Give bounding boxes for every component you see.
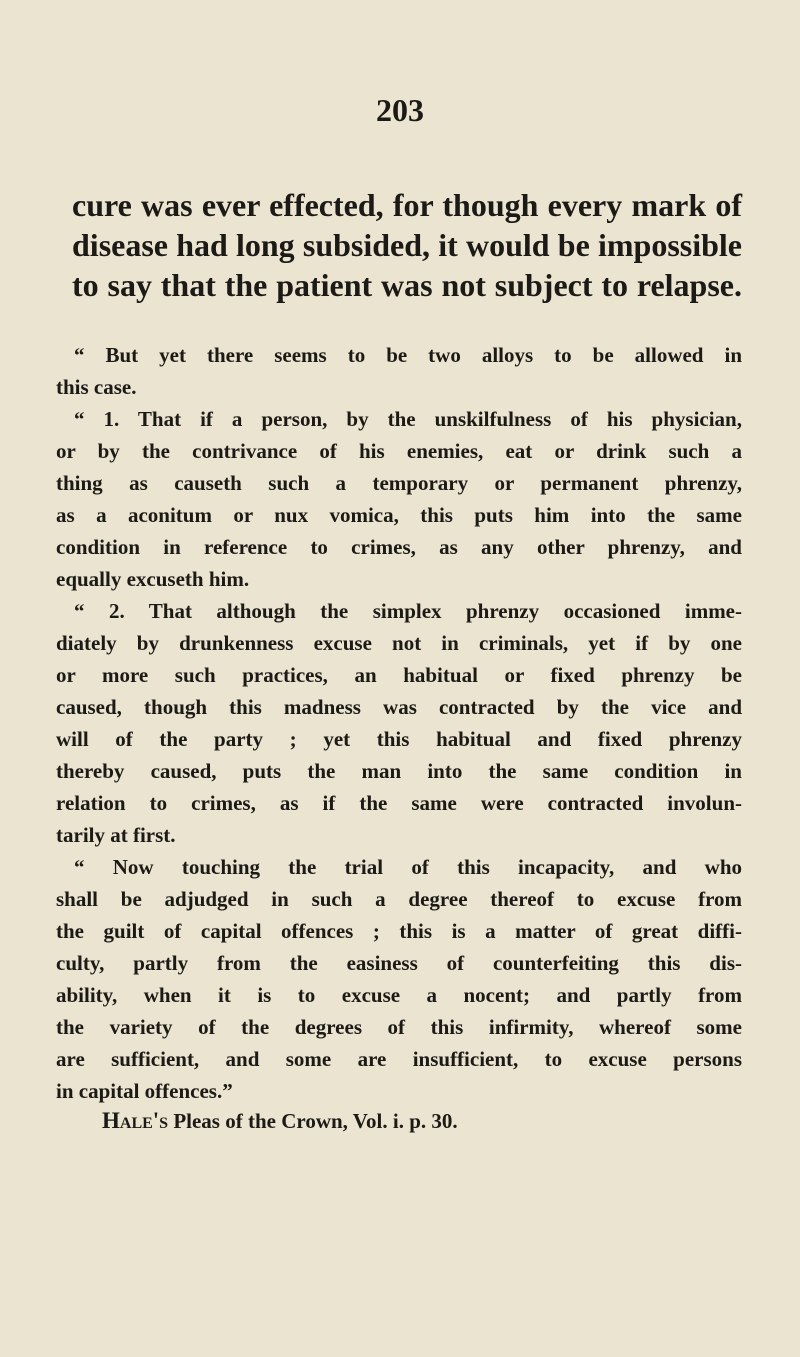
quote-line: “ 1. That if a person, by the unskilfulness of his physician, [74, 407, 742, 431]
quote-line: are sufficient, and some are insufficient, to excuse persons [56, 1047, 742, 1071]
quote-line: tarily at first. [56, 823, 176, 847]
quote-line: thing as causeth such a temporary or permanent phrenzy, [56, 471, 742, 495]
quote-line: shall be adjudged in such a degree thereof to excuse from [56, 887, 742, 911]
opening-line: disease had long subsided, it would be impossible [72, 227, 742, 263]
quote-line: culty, partly from the easiness of counterfeiting this dis- [56, 951, 742, 975]
quote-line: diately by drunkenness excuse not in criminals, yet if by one [56, 631, 742, 655]
quote-line: or more such practices, an habitual or fixed phrenzy be [56, 663, 742, 687]
quote-line: this case. [56, 375, 137, 399]
quote-line: caused, though this madness was contracted by the vice and [56, 695, 742, 719]
quote-line: ability, when it is to excuse a nocent; and partly from [56, 983, 742, 1007]
page-number: 203 [376, 92, 424, 128]
opening-line: to say that the patient was not subject to relapse. [72, 267, 742, 303]
quote-line: as a aconitum or nux vomica, this puts him into the same [56, 503, 742, 527]
quote-line: the guilt of capital offences ; this is a matter of great diffi- [56, 919, 742, 943]
quote-line: “ 2. That although the simplex phrenzy occasioned imme- [74, 599, 742, 623]
quote-line: in capital offences.” [56, 1079, 233, 1103]
quote-line: relation to crimes, as if the same were contracted involun- [56, 791, 742, 815]
quote-line: “ Now touching the trial of this incapacity, and who [74, 855, 742, 879]
quote-line: or by the contrivance of his enemies, eat or drink such a [56, 439, 742, 463]
quote-line: equally excuseth him. [56, 567, 250, 591]
citation [102, 1106, 458, 1136]
citation-text: Pleas of the Crown, Vol. i. p. 30. [173, 1109, 458, 1133]
quote-line: thereby caused, puts the man into the same condition in [56, 759, 742, 783]
quote-line: will of the party ; yet this habitual and fixed phrenzy [56, 727, 742, 751]
citation-author: Hale's [102, 1108, 169, 1133]
opening-line: cure was ever effected, for though every mark of [72, 187, 742, 223]
quote-line: “ But yet there seems to be two alloys to be allowed in [74, 343, 742, 367]
quote-line: the variety of the degrees of this infirmity, whereof some [56, 1015, 742, 1039]
quote-line: condition in reference to crimes, as any other phrenzy, and [56, 535, 742, 559]
